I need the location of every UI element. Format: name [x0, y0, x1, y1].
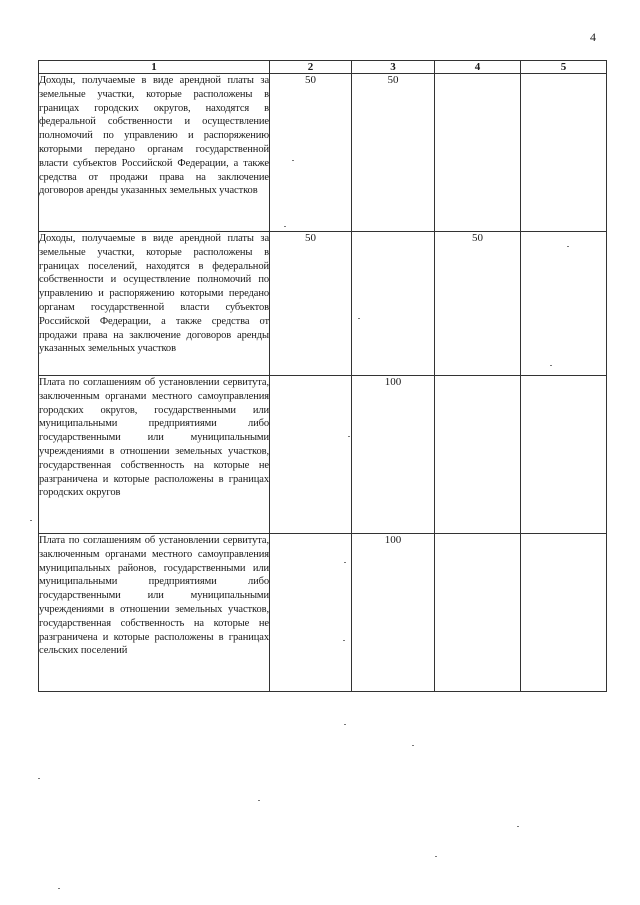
scan-speck: [58, 888, 60, 889]
value-cell-col2: [270, 534, 352, 692]
value-cell-col5: [521, 376, 607, 534]
revenue-distribution-table: [38, 60, 607, 692]
table-row: [39, 74, 607, 232]
column-header-5: 5: [521, 61, 607, 74]
scan-speck: [517, 826, 519, 827]
table-header-row: [39, 61, 607, 74]
table-row: [39, 534, 607, 692]
value-cell-col2: 50: [270, 232, 352, 376]
value-cell-col5: [521, 74, 607, 232]
scan-speck: [284, 226, 286, 227]
row-description: Доходы, получаемые в виде арендной платы за земельные участки, которые расположены в границах поселений, находятся в федеральной собственности и осуществление полномочий по управлению и распоряжению которыми передано органам государственной власти субъектов Российской Федерации, а также средства от продажи права на заключение договоров аренды указанных земельных участков: [39, 233, 269, 355]
column-header-3: 3: [352, 61, 435, 74]
value-cell-col5: [521, 534, 607, 692]
value-cell-col4: [435, 74, 521, 232]
page-number: 4: [590, 30, 596, 44]
scan-speck: [348, 436, 350, 437]
value-cell-col2: [270, 376, 352, 534]
column-header-4: 4: [435, 61, 521, 74]
scan-speck: [567, 246, 569, 247]
scan-speck: [344, 562, 346, 563]
column-header-2: 2: [270, 61, 352, 74]
scan-speck: [435, 856, 437, 857]
row-description: Плата по соглашениям об установлении сервитута, заключенным органами местного самоуправления городских округов, государственными или муниципальными предприятиями либо государственными или муниципальными учреждениями в отношении земельных участков, государственная собственность на которые не разграничена и которые расположены в границах городских округов: [39, 377, 269, 499]
scan-speck: [358, 318, 360, 319]
column-header-1: 1: [39, 61, 270, 74]
scan-speck: [30, 520, 32, 521]
table-row: [39, 376, 607, 534]
value-cell-col3: 100: [352, 534, 435, 692]
scan-speck: [550, 365, 552, 366]
value-cell-col4: [435, 376, 521, 534]
scan-speck: [412, 745, 414, 746]
row-description-cell: [39, 74, 270, 232]
value-cell-col3: [352, 232, 435, 376]
scan-speck: [343, 640, 345, 641]
row-description: Доходы, получаемые в виде арендной платы за земельные участки, которые расположены в границах городских округов, находятся в федеральной собственности и осуществление полномочий по управлению и распоряжению которыми передано органам государственной власти субъектов Российской Федерации, а также средства от продажи права на заключение договоров аренды указанных земельных участков: [39, 75, 269, 197]
row-description-cell: [39, 534, 270, 692]
value-cell-col5: [521, 232, 607, 376]
row-description-cell: [39, 232, 270, 376]
value-cell-col2: 50: [270, 74, 352, 232]
table-row: [39, 232, 607, 376]
value-cell-col3: 50: [352, 74, 435, 232]
scan-speck: [292, 160, 294, 161]
row-description-cell: [39, 376, 270, 534]
value-cell-col3: 100: [352, 376, 435, 534]
value-cell-col4: 50: [435, 232, 521, 376]
row-description: Плата по соглашениям об установлении сервитута, заключенным органами местного самоуправления муниципальных районов, государственными или муниципальными предприятиями либо государственными или муниципальными учреждениями в отношении земельных участков, государственная собственность на которые не разграничена и которые расположены в границах сельских поселений: [39, 535, 269, 657]
scan-speck: [38, 778, 40, 779]
scan-speck: [344, 724, 346, 725]
scan-speck: [258, 800, 260, 801]
value-cell-col4: [435, 534, 521, 692]
